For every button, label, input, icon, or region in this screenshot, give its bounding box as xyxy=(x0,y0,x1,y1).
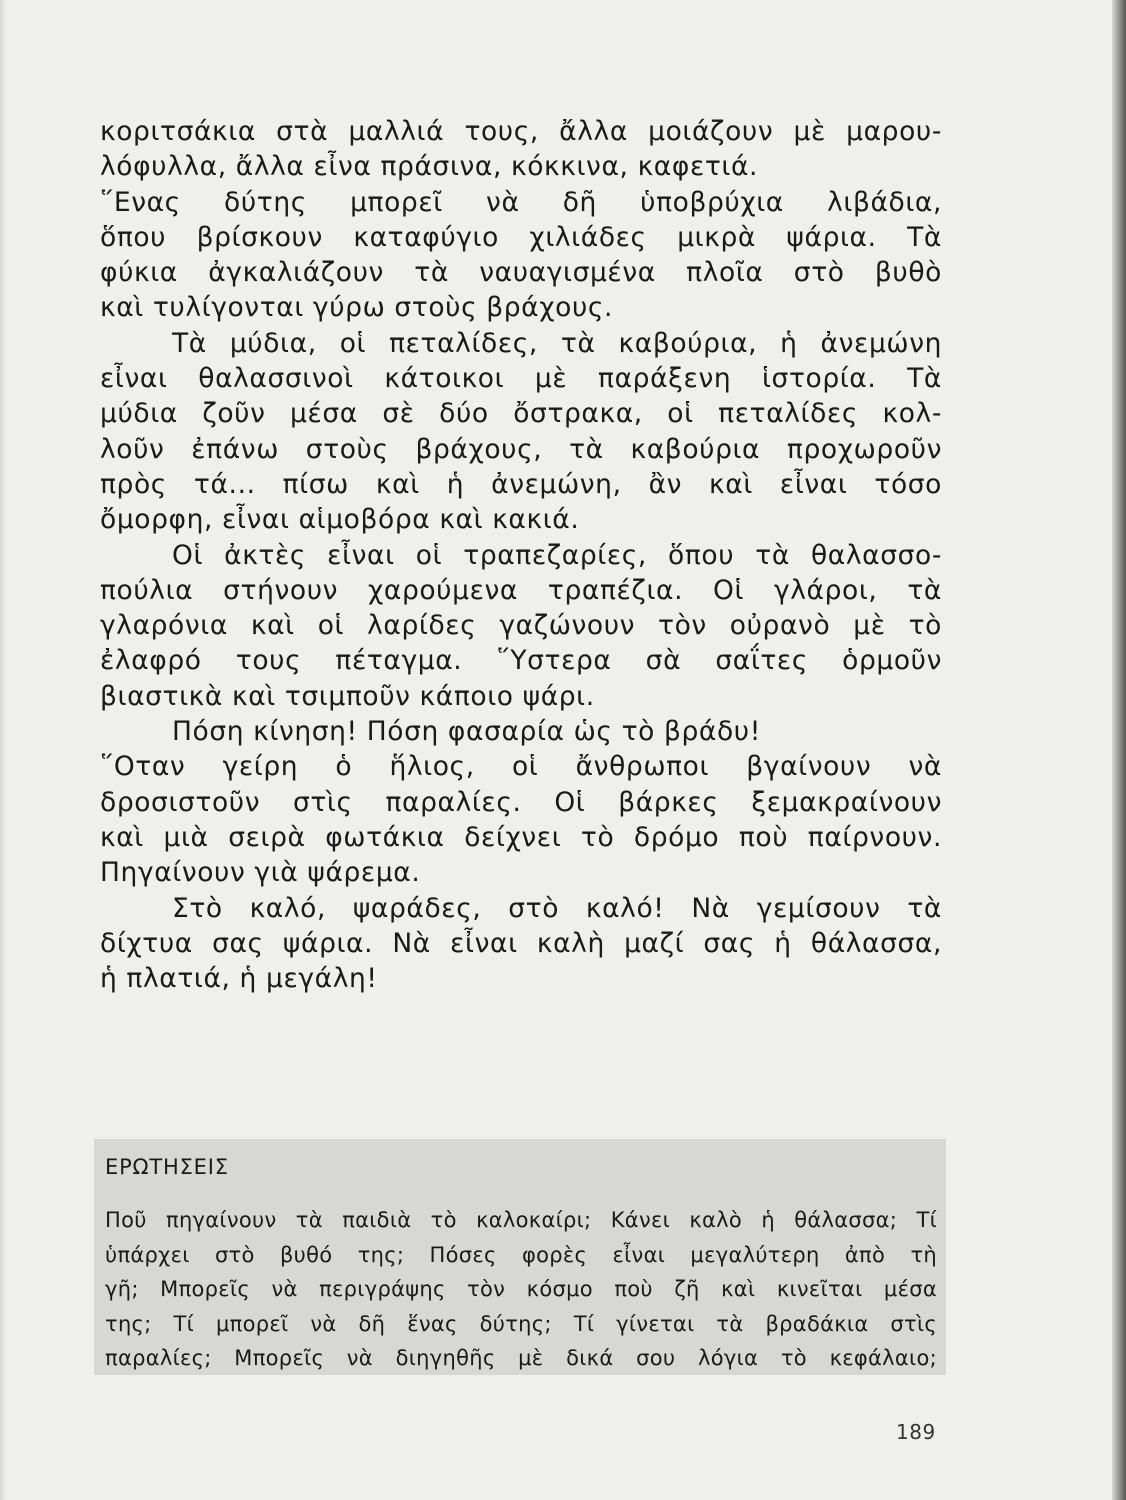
questions-heading: ΕΡΩΤΗΣΕΙΣ xyxy=(105,1155,229,1179)
question-line: Ποῦ πηγαίνουν τὰ παιδιὰ τὸ καλοκαίρι; Κάνει καλὸ ἡ θάλασσα; Τί xyxy=(105,1208,937,1232)
text-line: καὶ τυλίγονται γύρω στοὺς βράχους. xyxy=(100,292,614,324)
text-line: Πηγαίνουν γιὰ ψάρεμα. xyxy=(100,857,421,889)
text-line: ἐλαφρό τους πέταγμα. ῞Υστερα σὰ σαΐτες ὁρμοῦν xyxy=(100,645,942,677)
questions-box xyxy=(94,1139,946,1375)
question-line: γῆ; Μπορεῖς νὰ περιγράψης τὸν κόσμο ποὺ ζῆ καὶ κινεῖται μέσα xyxy=(105,1277,937,1301)
text-line: ὅπου βρίσκουν καταφύγιο χιλιάδες μικρὰ ψάρια. Τὰ xyxy=(100,221,942,253)
question-line: της; Τί μπορεῖ νὰ δῆ ἕνας δύτης; Τί γίνεται τὰ βραδάκια στὶς xyxy=(105,1311,937,1336)
text-line: δροσιστοῦν στὶς παραλίες. Οἱ βάρκες ξεμακραίνουν xyxy=(100,786,942,818)
questions-text xyxy=(105,1203,937,1376)
text-line: δίχτυα σας ψάρια. Νὰ εἶναι καλὴ μαζί σας ἡ θάλασσα, xyxy=(100,927,942,959)
question-line: παραλίες; Μπορεῖς νὰ διηγηθῆς μὲ δικά σου λόγια τὸ κεφάλαιο; xyxy=(105,1346,937,1370)
text-line: Τὰ μύδια, οἱ πεταλίδες, τὰ καβούρια, ἡ ἀνεμώνη xyxy=(172,327,942,359)
text-line: λοῦν ἐπάνω στοὺς βράχους, τὰ καβούρια προχωροῦν xyxy=(100,433,942,465)
text-line: φύκια ἀγκαλιάζουν τὰ ναυαγισμένα πλοῖα στὸ βυθὸ xyxy=(100,257,942,289)
text-line: κοριτσάκια στὰ μαλλιά τους, ἄλλα μοιάζουν μὲ μαρου- xyxy=(100,116,942,147)
text-line: λόφυλλα, ἄλλα εἶνα πράσινα, κόκκινα, καφετιά. xyxy=(100,151,759,183)
text-line: μύδια ζοῦν μέσα σὲ δύο ὄστρακα, οἱ πεταλίδες κολ- xyxy=(100,398,942,430)
text-line: πούλια στήνουν χαρούμενα τραπέζια. Οἱ γλάροι, τὰ xyxy=(100,574,942,606)
text-line: ἡ πλατιά, ἡ μεγάλη! xyxy=(100,963,378,995)
main-text xyxy=(100,114,942,996)
text-line: ῞Ενας δύτης μπορεῖ νὰ δῆ ὑποβρύχια λιβάδια, xyxy=(100,186,942,218)
text-line: ῞Οταν γείρη ὁ ἥλιος, οἱ ἄνθρωποι βγαίνουν νὰ xyxy=(100,751,942,783)
text-line: πρὸς τά... πίσω καὶ ἡ ἀνεμώνη, ἂν καὶ εἶναι τόσο xyxy=(100,468,942,500)
question-line: ὑπάρχει στὸ βυθό της; Πόσες φορὲς εἶναι μεγαλύτερη ἀπὸ τὴ xyxy=(105,1242,937,1267)
text-line: ὄμορφη, εἶναι αἱμοβόρα καὶ κακιά. xyxy=(100,504,580,536)
text-line: Πόση κίνηση! Πόση φασαρία ὡς τὸ βράδυ! xyxy=(172,716,761,748)
text-line: Οἱ ἀκτὲς εἶναι οἱ τραπεζαρίες, ὅπου τὰ θαλασσο- xyxy=(172,539,942,571)
text-line: καὶ μιὰ σειρὰ φωτάκια δείχνει τὸ δρόμο ποὺ παίρνουν. xyxy=(100,821,942,853)
text-line: εἶναι θαλασσινοὶ κάτοικοι μὲ παράξενη ἱστορία. Τὰ xyxy=(100,363,942,395)
text-line: Στὸ καλό, ψαράδες, στὸ καλό! Νὰ γεμίσουν τὰ xyxy=(172,892,942,924)
page-left-shadow xyxy=(0,0,6,1500)
page-number: 189 xyxy=(896,1420,936,1444)
text-line: γλαρόνια καὶ οἱ λαρίδες γαζώνουν τὸν οὐρανὸ μὲ τὸ xyxy=(100,610,942,642)
page-right-edge xyxy=(1112,0,1126,1500)
text-line: βιαστικὰ καὶ τσιμποῦν κάποιο ψάρι. xyxy=(100,680,595,712)
